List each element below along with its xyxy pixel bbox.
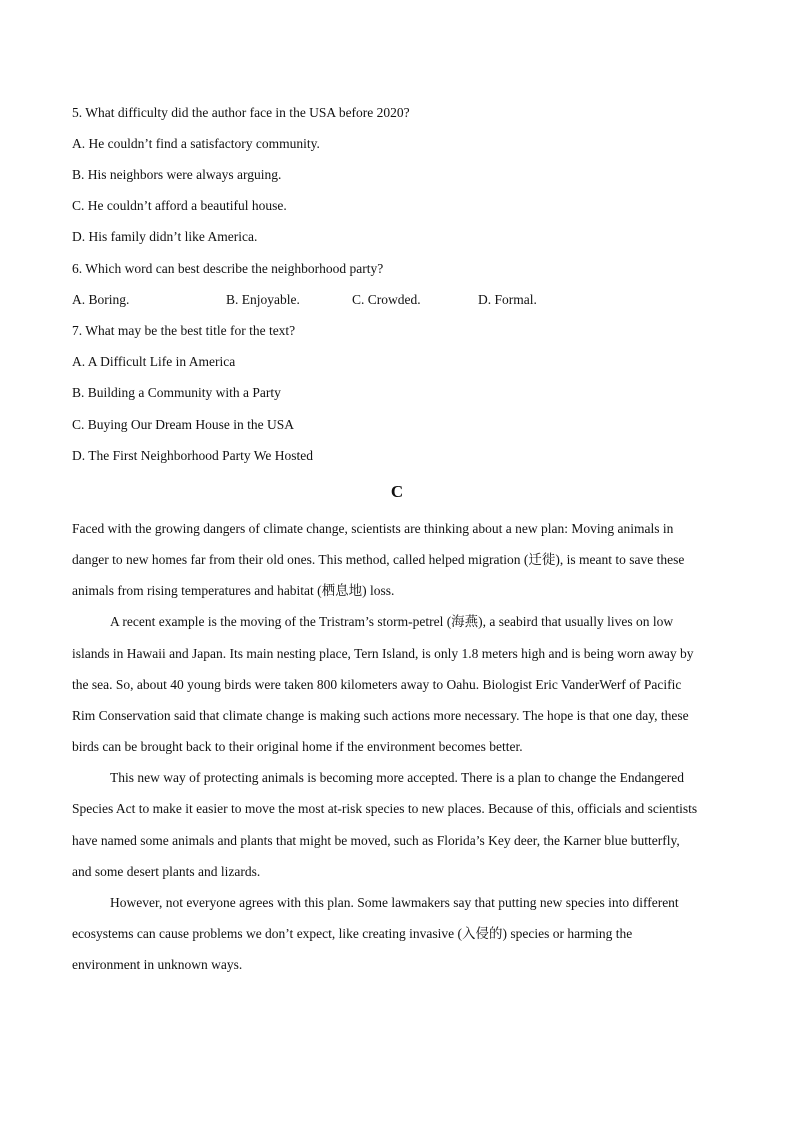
- question-7-option-c: C. Buying Our Dream House in the USA: [72, 417, 294, 432]
- passage-line: have named some animals and plants that might be moved, such as Florida’s Key deer, the Karner blue butterfly,: [72, 833, 680, 848]
- question-5-option-b: B. His neighbors were always arguing.: [72, 167, 282, 182]
- question-7-option-b: B. Building a Community with a Party: [72, 385, 281, 400]
- question-6-option-d: D. Formal.: [478, 292, 537, 307]
- question-7-stem: 7. What may be the best title for the text?: [72, 323, 296, 338]
- passage-line: Species Act to make it easier to move the most at-risk species to new places. Because of this, officials and scientists: [72, 801, 698, 816]
- passage-line: and some desert plants and lizards.: [72, 864, 261, 879]
- question-5-stem: 5. What difficulty did the author face in the USA before 2020?: [72, 105, 410, 120]
- passage-line: birds can be brought back to their original home if the environment becomes better.: [72, 739, 523, 754]
- question-5-option-c: C. He couldn’t afford a beautiful house.: [72, 198, 287, 213]
- passage-line: Faced with the growing dangers of climate change, scientists are thinking about a new plan: Moving animals in: [72, 521, 674, 536]
- passage-line: animals from rising temperatures and habitat (栖息地) loss.: [72, 583, 395, 598]
- section-heading: C: [390, 482, 404, 501]
- question-7-option-d: D. The First Neighborhood Party We Hosted: [72, 448, 314, 463]
- passage-line: A recent example is the moving of the Tristram’s storm-petrel (海燕), a seabird that usually lives on low: [110, 614, 674, 629]
- passage-line: islands in Hawaii and Japan. Its main nesting place, Tern Island, is only 1.8 meters high and is being worn away by: [72, 646, 694, 661]
- passage-line: danger to new homes far from their old ones. This method, called helped migration (迁徙), is meant to save these: [72, 552, 685, 567]
- passage-line: the sea. So, about 40 young birds were taken 800 kilometers away to Oahu. Biologist Eric VanderWerf of Pacific: [72, 677, 682, 692]
- passage-line: ecosystems can cause problems we don’t expect, like creating invasive (入侵的) species or harming the: [72, 926, 633, 941]
- passage-line: However, not everyone agrees with this plan. Some lawmakers say that putting new species into different: [110, 895, 679, 910]
- question-5-option-a: A. He couldn’t find a satisfactory community.: [72, 136, 320, 151]
- question-6-option-a: A. Boring.: [72, 292, 130, 307]
- question-6-option-b: B. Enjoyable.: [226, 292, 300, 307]
- question-5-option-d: D. His family didn’t like America.: [72, 229, 258, 244]
- passage-line: Rim Conservation said that climate change is making such actions more necessary. The hope is that one day, these: [72, 708, 689, 723]
- passage-line: environment in unknown ways.: [72, 957, 243, 972]
- question-6-option-c: C. Crowded.: [352, 292, 421, 307]
- question-6-stem: 6. Which word can best describe the neighborhood party?: [72, 261, 384, 276]
- question-7-option-a: A. A Difficult Life in America: [72, 354, 236, 369]
- passage-line: This new way of protecting animals is becoming more accepted. There is a plan to change the Endangered: [110, 770, 685, 785]
